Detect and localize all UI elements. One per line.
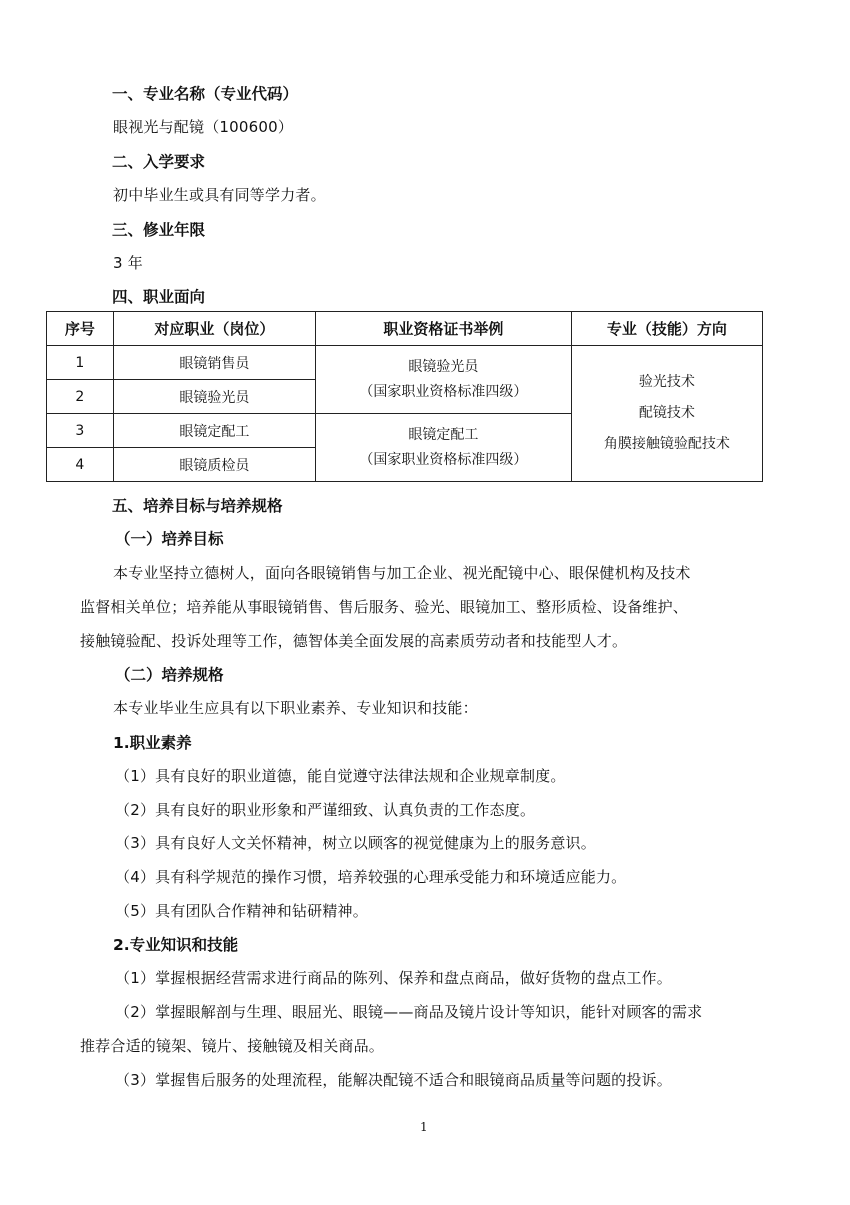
quality-item: （1）具有良好的职业道德，能自觉遵守法律法规和企业规章制度。 [115,767,566,785]
job-title: 眼镜销售员 [113,346,315,380]
admission-text: 初中毕业生或具有同等学力者。 [113,186,326,204]
row-number: 2 [47,380,114,414]
table-header-cell: 对应职业（岗位） [113,312,315,346]
table-row [47,346,763,380]
quality-item: （3）具有良好人文关怀精神，树立以顾客的视觉健康为上的服务意识。 [115,834,596,852]
major-name-text: 眼视光与配镜（100600） [113,118,294,136]
quality-item: （2）具有良好的职业形象和严谨细致、认真负责的工作态度。 [115,801,536,819]
goal-line: 接触镜验配、投诉处理等工作，德智体美全面发展的高素质劳动者和技能型人才。 [80,632,628,650]
direction-item: 验光技术 [638,374,695,390]
skill-item-continued: 推荐合适的镜架、镜片、接触镜及相关商品。 [80,1037,385,1055]
section-title-duration: 三、修业年限 [112,221,206,239]
subsection-title-spec: （二）培养规格 [115,666,224,684]
quality-item: （5）具有团队合作精神和钻研精神。 [115,902,368,920]
goal-line: 监督相关单位；培养能从事眼镜销售、售后服务、验光、眼镜加工、整形质检、设备维护、 [80,598,689,616]
section-title-admission: 二、入学要求 [112,153,206,171]
job-title: 眼镜质检员 [113,448,315,482]
row-number: 3 [47,414,114,448]
section-title-major-name: 一、专业名称（专业代码） [112,85,299,103]
cert-level: （国家职业资格标准四级） [359,383,528,400]
direction-item: 配镜技术 [638,405,695,421]
duration-text: 3 年 [113,254,143,272]
table-header-row [47,312,763,346]
skill-item: （1）掌握根据经营需求进行商品的陈列、保养和盘点商品，做好货物的盘点工作。 [115,969,672,987]
skill-item: （3）掌握售后服务的处理流程，能解决配镜不适合和眼镜商品质量等问题的投诉。 [115,1071,672,1089]
table-header-cell: 序号 [47,312,114,346]
row-number: 1 [47,346,114,380]
skill-item: （2）掌握眼解剖与生理、眼屈光、眼镜——商品及镜片设计等知识，能针对顾客的需求 [115,1003,703,1021]
cert-cell [315,346,571,414]
quality-title: 1.职业素养 [113,734,192,752]
page-number: 1 [420,1120,428,1134]
skill-title: 2.专业知识和技能 [113,936,239,954]
subsection-title-goal: （一）培养目标 [115,530,224,548]
table-header-cell: 职业资格证书举例 [315,312,571,346]
job-title: 眼镜定配工 [113,414,315,448]
table-header-cell: 专业（技能）方向 [571,312,762,346]
goal-line: 本专业坚持立德树人，面向各眼镜销售与加工企业、视光配镜中心、眼保健机构及技术 [113,564,691,582]
cert-name: 眼镜验光员 [408,358,479,375]
section-title-career: 四、职业面向 [112,288,206,306]
direction-cell [571,346,762,482]
career-table [46,311,763,482]
cert-level: （国家职业资格标准四级） [359,451,528,468]
direction-item: 角膜接触镜验配技术 [603,436,730,452]
row-number: 4 [47,448,114,482]
cert-cell [315,414,571,482]
job-title: 眼镜验光员 [113,380,315,414]
spec-intro: 本专业毕业生应具有以下职业素养、专业知识和技能： [113,699,478,717]
cert-name: 眼镜定配工 [408,426,479,443]
section-title-goals: 五、培养目标与培养规格 [112,497,283,515]
quality-item: （4）具有科学规范的操作习惯，培养较强的心理承受能力和环境适应能力。 [115,868,627,886]
